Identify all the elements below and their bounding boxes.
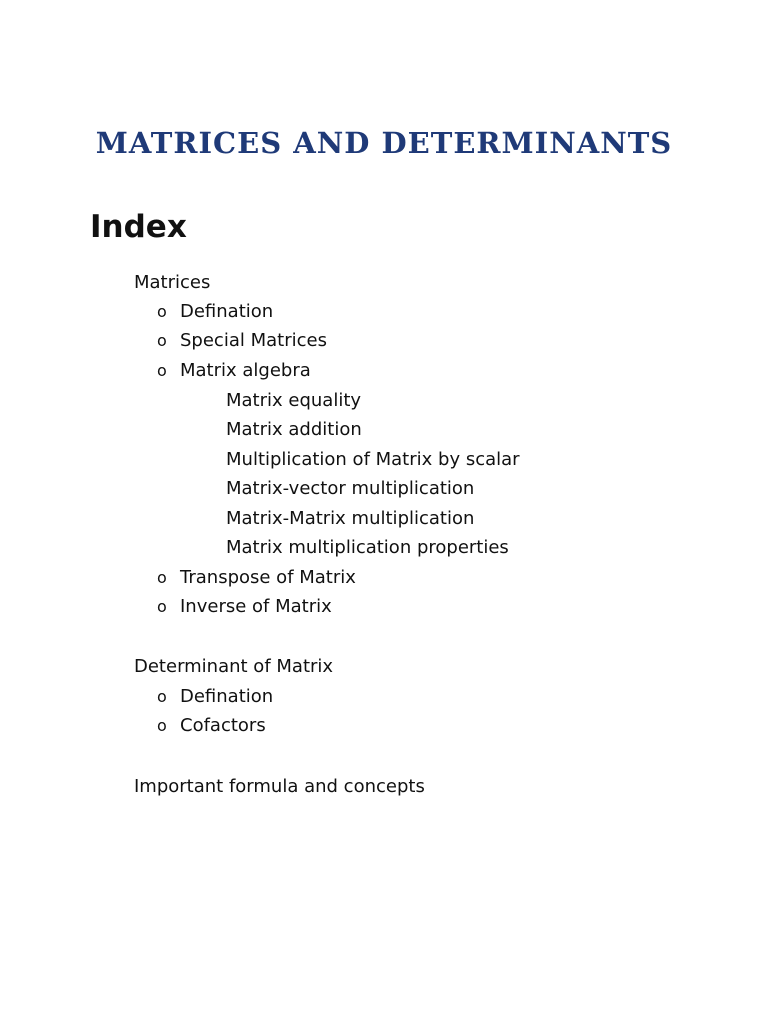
document-title: MATRICES AND DETERMINANTS — [95, 126, 673, 160]
index-subitem-matrix-matrix: Matrix-Matrix multiplication — [226, 508, 475, 529]
index-item-transpose — [157, 566, 356, 590]
index-subitem-multiplication-properties: Matrix multiplication properties — [226, 537, 509, 558]
index-item-inverse — [157, 595, 332, 619]
index-subitem-matrix-vector: Matrix-vector multiplication — [226, 478, 475, 499]
index-item-label: Transpose of Matrix — [180, 567, 356, 588]
bullet-marker: o — [157, 331, 167, 350]
index-item-cofactors — [157, 714, 266, 738]
index-item-label: Cofactors — [180, 715, 266, 736]
index-section-determinant: Determinant of Matrix — [134, 656, 334, 677]
index-item-special-matrices — [157, 329, 327, 353]
index-item-label: Defination — [180, 301, 274, 322]
index-section-important-formula: Important formula and concepts — [134, 776, 425, 797]
index-item-determinant-defination — [157, 685, 273, 709]
index-subitem-scalar-multiplication: Multiplication of Matrix by scalar — [226, 449, 520, 470]
bullet-marker: o — [157, 597, 167, 616]
index-item-label: Defination — [180, 686, 274, 707]
index-heading: Index — [90, 209, 187, 245]
index-item-label: Inverse of Matrix — [180, 596, 332, 617]
index-subitem-matrix-addition: Matrix addition — [226, 419, 362, 440]
bullet-marker: o — [157, 302, 167, 321]
bullet-marker: o — [157, 687, 167, 706]
index-item-label: Special Matrices — [180, 330, 327, 351]
bullet-marker: o — [157, 361, 167, 380]
bullet-marker: o — [157, 568, 167, 587]
index-subitem-matrix-equality: Matrix equality — [226, 390, 362, 411]
index-item-defination — [157, 300, 273, 324]
bullet-marker: o — [157, 716, 167, 735]
index-section-matrices: Matrices — [134, 272, 211, 293]
index-item-matrix-algebra — [157, 359, 311, 383]
index-item-label: Matrix algebra — [180, 360, 311, 381]
